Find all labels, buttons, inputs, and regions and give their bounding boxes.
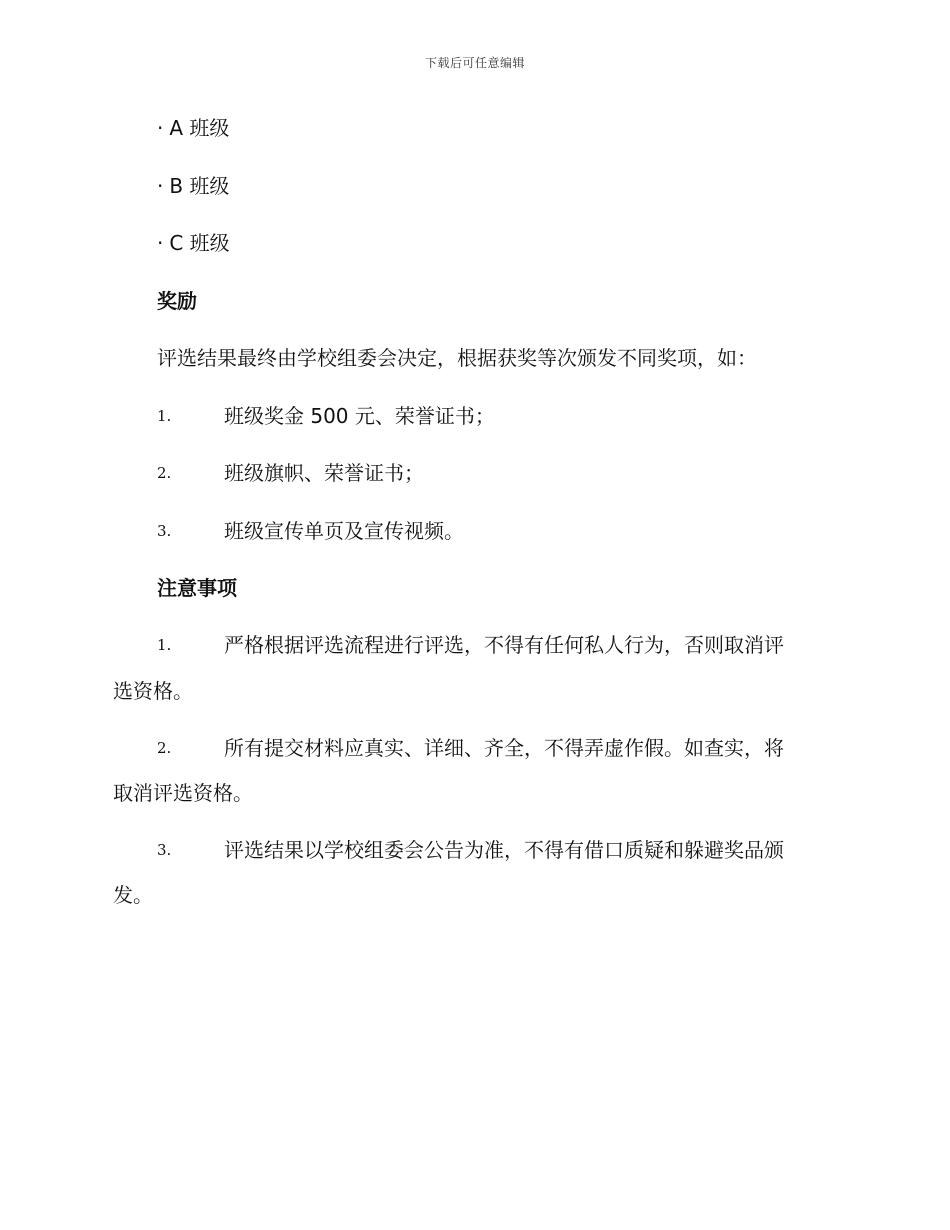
reward-item-number: 1. — [157, 407, 172, 425]
rewards-intro: 评选结果最终由学校组委会决定，根据获奖等次颁发不同奖项，如： — [157, 346, 757, 370]
reward-item-text: 班级宣传单页及宣传视频。 — [224, 519, 464, 543]
reward-item-number: 3. — [157, 522, 172, 540]
class-list-item — [157, 172, 229, 200]
class-label: B 班级 — [169, 174, 230, 198]
bullet-icon: · — [157, 116, 164, 140]
notes-heading: 注意事项 — [157, 576, 237, 600]
note-item-text: 严格根据评选流程进行评选，不得有任何私人行为，否则取消评 — [224, 633, 784, 657]
note-item-continuation: 发。 — [113, 883, 153, 907]
note-item-number: 3. — [157, 841, 172, 859]
note-item-number: 2. — [157, 739, 172, 757]
note-item-text: 所有提交材料应真实、详细、齐全，不得弄虚作假。如查实，将 — [224, 736, 784, 760]
class-label: C 班级 — [169, 231, 230, 255]
rewards-heading: 奖励 — [157, 289, 197, 313]
note-item-continuation: 取消评选资格。 — [113, 781, 253, 805]
class-label: A 班级 — [169, 116, 230, 140]
class-list-item — [157, 114, 229, 142]
class-list-item — [157, 229, 230, 257]
reward-item-text: 班级旗帜、荣誉证书； — [224, 461, 424, 485]
bullet-icon: · — [157, 231, 164, 255]
note-item-number: 1. — [157, 636, 172, 654]
note-item-continuation: 选资格。 — [113, 679, 193, 703]
bullet-icon: · — [157, 174, 164, 198]
note-item-text: 评选结果以学校组委会公告为准，不得有借口质疑和躲避奖品颁 — [224, 838, 784, 862]
reward-item-text: 班级奖金 500 元、荣誉证书； — [224, 404, 495, 428]
page-header-note: 下载后可任意编辑 — [424, 56, 525, 70]
reward-item-number: 2. — [157, 464, 172, 482]
